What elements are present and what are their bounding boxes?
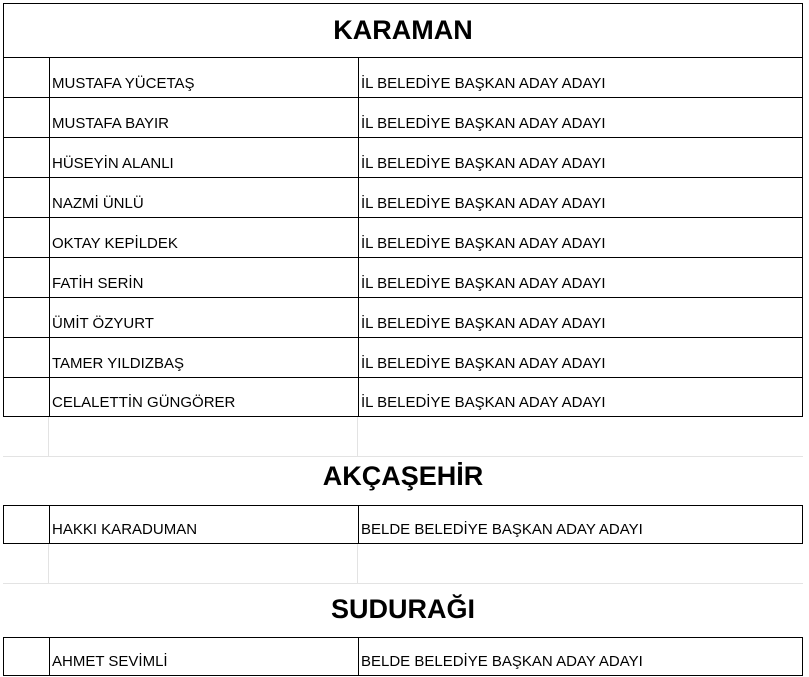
table-row[interactable]: [3, 57, 803, 97]
table-row[interactable]: [3, 337, 803, 377]
name-cell[interactable]: OKTAY KEPİLDEK: [50, 218, 359, 257]
section-title: KARAMAN: [333, 15, 473, 45]
empty-cell[interactable]: [3, 417, 49, 456]
name-cell[interactable]: NAZMİ ÜNLÜ: [50, 178, 359, 217]
index-cell[interactable]: [4, 506, 50, 543]
empty-cell[interactable]: [3, 544, 49, 583]
name-cell[interactable]: HÜSEYİN ALANLI: [50, 138, 359, 177]
empty-row[interactable]: [3, 544, 803, 583]
table-row[interactable]: [3, 377, 803, 417]
role-cell[interactable]: İL BELEDİYE BAŞKAN ADAY ADAYI: [361, 75, 606, 92]
role-cell[interactable]: İL BELEDİYE BAŞKAN ADAY ADAYI: [361, 275, 606, 292]
index-cell[interactable]: [4, 58, 50, 97]
empty-cell[interactable]: [49, 417, 358, 456]
index-cell[interactable]: [4, 338, 50, 377]
name-cell[interactable]: TAMER YILDIZBAŞ: [50, 338, 359, 377]
name-cell[interactable]: FATİH SERİN: [50, 258, 359, 297]
spreadsheet: [3, 3, 803, 676]
role-cell[interactable]: BELDE BELEDİYE BAŞKAN ADAY ADAYI: [361, 653, 643, 670]
index-cell[interactable]: [4, 638, 50, 675]
index-cell[interactable]: [4, 98, 50, 137]
table-row[interactable]: [3, 505, 803, 544]
table-row[interactable]: [3, 97, 803, 137]
index-cell[interactable]: [4, 298, 50, 337]
name-cell[interactable]: MUSTAFA YÜCETAŞ: [50, 58, 359, 97]
table-row[interactable]: [3, 177, 803, 217]
empty-cell[interactable]: [49, 544, 358, 583]
section-title: SUDURAĞI: [330, 594, 475, 624]
role-cell[interactable]: İL BELEDİYE BAŞKAN ADAY ADAYI: [361, 195, 606, 212]
role-cell[interactable]: İL BELEDİYE BAŞKAN ADAY ADAYI: [361, 235, 606, 252]
table-row[interactable]: [3, 257, 803, 297]
section-heading-row[interactable]: [3, 3, 803, 57]
index-cell[interactable]: [4, 138, 50, 177]
section-heading-row[interactable]: [3, 584, 803, 637]
role-cell[interactable]: İL BELEDİYE BAŞKAN ADAY ADAYI: [361, 115, 606, 132]
index-cell[interactable]: [4, 218, 50, 257]
role-cell[interactable]: İL BELEDİYE BAŞKAN ADAY ADAYI: [361, 155, 606, 172]
role-cell[interactable]: İL BELEDİYE BAŞKAN ADAY ADAYI: [361, 394, 606, 411]
table-row[interactable]: [3, 637, 803, 676]
section-title: AKÇAŞEHİR: [322, 461, 484, 491]
empty-row[interactable]: [3, 417, 803, 456]
name-cell[interactable]: ÜMİT ÖZYURT: [50, 298, 359, 337]
name-cell[interactable]: HAKKI KARADUMAN: [50, 506, 359, 543]
empty-cell[interactable]: [358, 544, 803, 583]
role-cell[interactable]: BELDE BELEDİYE BAŞKAN ADAY ADAYI: [361, 521, 643, 538]
index-cell[interactable]: [4, 258, 50, 297]
index-cell[interactable]: [4, 378, 50, 416]
name-cell[interactable]: CELALETTİN GÜNGÖRER: [50, 378, 359, 416]
name-cell[interactable]: AHMET SEVİMLİ: [50, 638, 359, 675]
empty-cell[interactable]: [358, 417, 803, 456]
role-cell[interactable]: İL BELEDİYE BAŞKAN ADAY ADAYI: [361, 355, 606, 372]
table-row[interactable]: [3, 137, 803, 177]
section-heading-row[interactable]: [3, 457, 803, 505]
index-cell[interactable]: [4, 178, 50, 217]
table-row[interactable]: [3, 217, 803, 257]
role-cell[interactable]: İL BELEDİYE BAŞKAN ADAY ADAYI: [361, 315, 606, 332]
table-row[interactable]: [3, 297, 803, 337]
name-cell[interactable]: MUSTAFA BAYIR: [50, 98, 359, 137]
